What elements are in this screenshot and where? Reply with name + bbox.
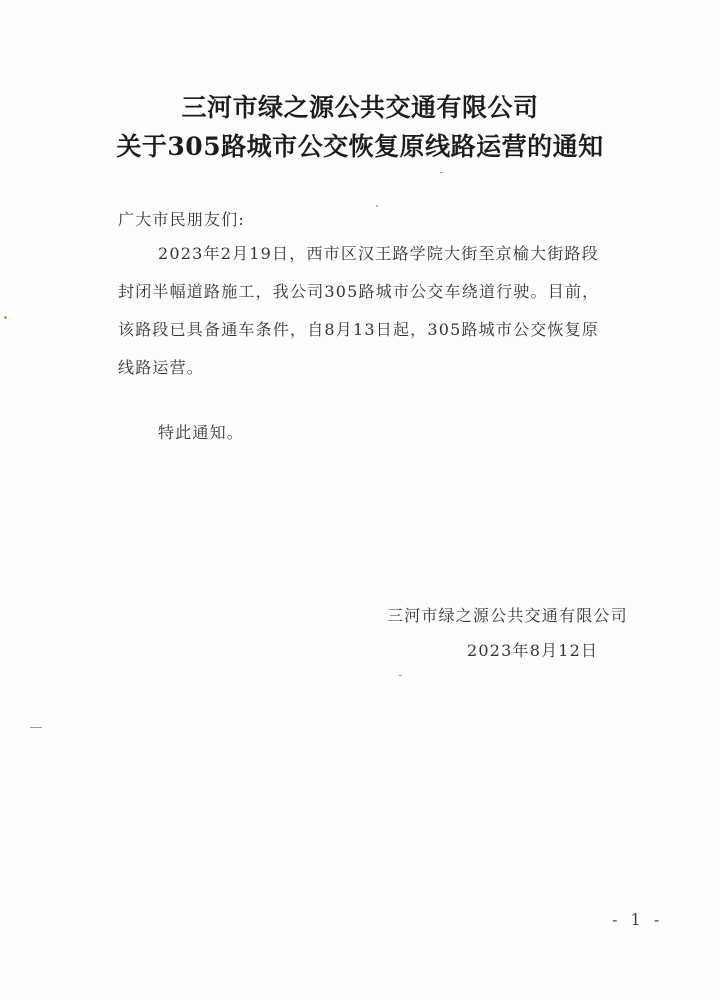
signature-date: 2023年8月12日 [467, 641, 599, 660]
scan-speck [376, 205, 378, 207]
body-line-3: 该路段已具备通车条件，自8月13日起，305路城市公交恢复原 [118, 320, 600, 339]
closing-remark: 特此通知。 [158, 423, 245, 442]
signature-company: 三河市绿之源公共交通有限公司 [387, 606, 628, 625]
document-title-line-1: 三河市绿之源公共交通有限公司 [181, 93, 539, 122]
body-line-1: 2023年2月19日，西市区汉王路学院大街至京榆大街路段 [158, 244, 599, 263]
scan-speck [4, 316, 7, 319]
scan-speck [399, 675, 402, 676]
salutation: 广大市民朋友们: [118, 210, 245, 229]
body-line-4: 线路运营。 [118, 358, 205, 377]
body-line-2: 封闭半幅道路施工，我公司305路城市公交车绕道行驶。目前， [118, 282, 600, 301]
scan-speck [440, 172, 443, 173]
scan-speck [30, 727, 42, 728]
page-number: - 1 - [612, 910, 664, 929]
document-title-line-2: 关于305路城市公交恢复原线路运营的通知 [116, 132, 604, 161]
